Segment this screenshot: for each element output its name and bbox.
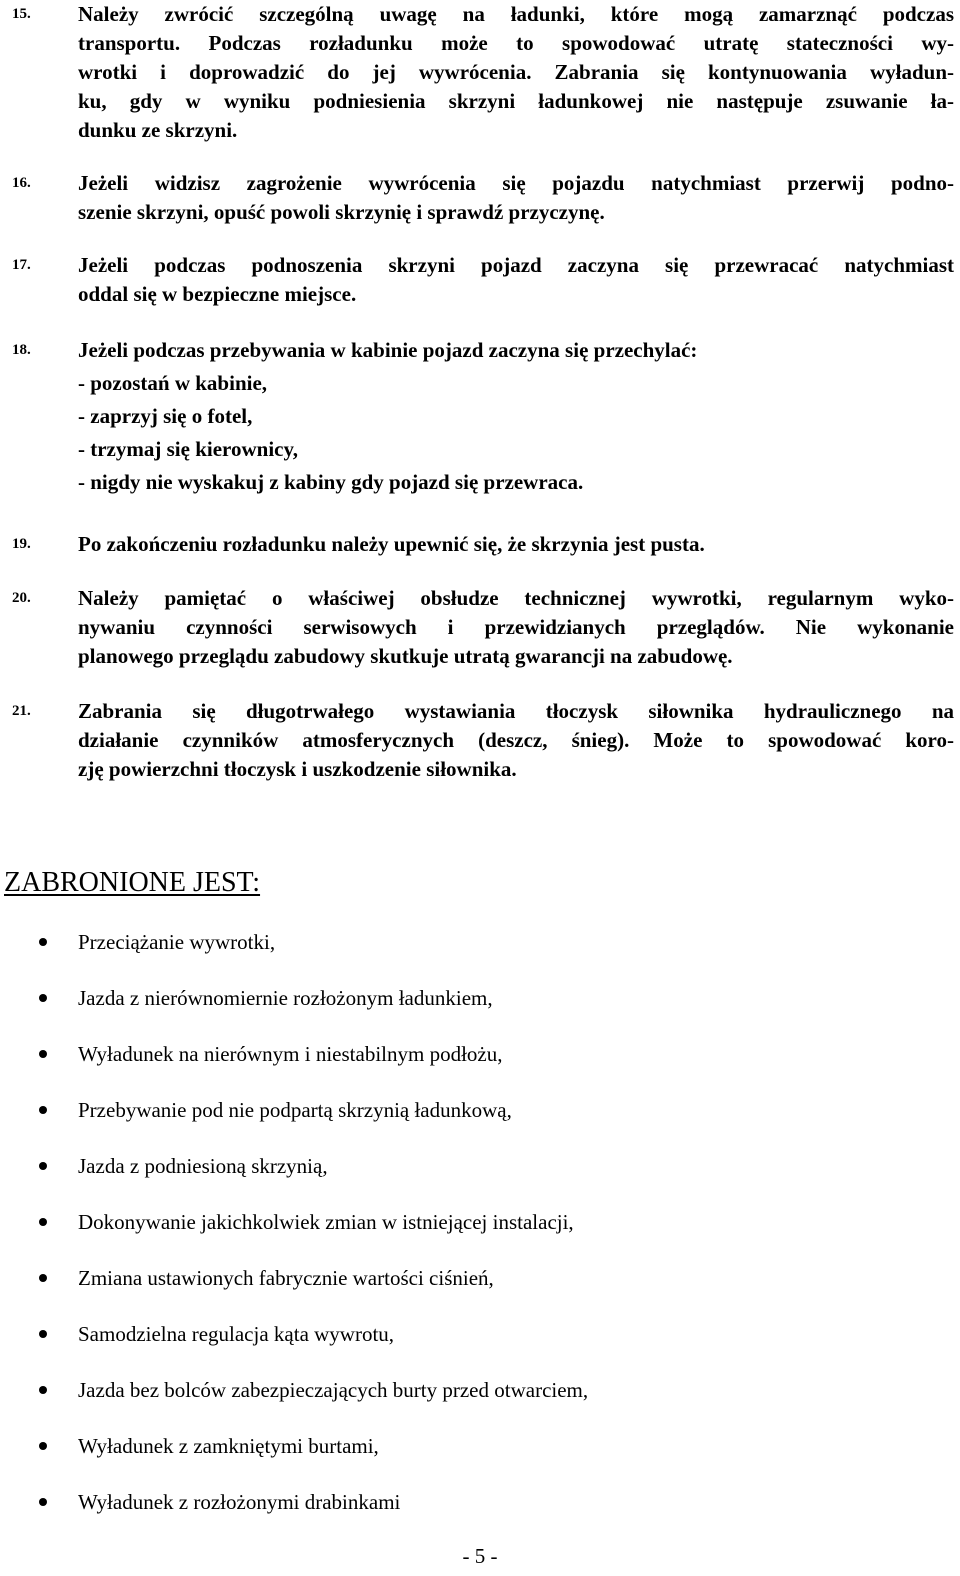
list-item-text: Zmiana ustawionych fabrycznie wartości ciśnień, (78, 1266, 494, 1290)
bullet-icon (39, 938, 47, 946)
bullet-icon (39, 1162, 47, 1170)
list-item (0, 1264, 960, 1320)
bullet-icon (39, 1498, 47, 1506)
item-line: Jeżeli widzisz zagrożenie wywrócenia się pojazdu natychmiast przerwij podno- (78, 171, 954, 195)
list-item (0, 1432, 960, 1488)
item-line: planowego przeglądu zabudowy skutkuje utratą gwarancji na zabudowę. (78, 644, 733, 668)
list-item (0, 1488, 960, 1544)
item-line: Jeżeli podczas podnoszenia skrzyni pojazd zaczyna się przewracać natychmiast (78, 253, 954, 277)
list-item-text: Jazda z podniesioną skrzynią, (78, 1154, 328, 1178)
item-subitem: - nigdy nie wyskakuj z kabiny gdy pojazd się przewraca. (78, 470, 584, 494)
bullet-icon (39, 994, 47, 1002)
item-number: 15. (12, 6, 31, 22)
item-number: 17. (12, 257, 31, 273)
list-item-text: Wyładunek z zamkniętymi burtami, (78, 1434, 379, 1458)
item-line: zję powierzchni tłoczysk i uszkodzenie siłownika. (78, 757, 517, 781)
bullet-icon (39, 1050, 47, 1058)
item-number: 18. (12, 342, 31, 358)
bullet-icon (39, 1330, 47, 1338)
instruction-item-21 (12, 697, 954, 784)
instruction-item-20 (12, 584, 954, 671)
bullet-icon (39, 1106, 47, 1114)
list-item (0, 1152, 960, 1208)
item-subitem: - zaprzyj się o fotel, (78, 404, 253, 428)
item-line: dunku ze skrzyni. (78, 118, 238, 142)
list-item (0, 1040, 960, 1096)
list-item (0, 984, 960, 1040)
item-line: Zabrania się długotrwałego wystawiania tłoczysk siłownika hydraulicznego na (78, 699, 954, 723)
instruction-item-16 (12, 169, 954, 227)
prohibited-heading: ZABRONIONE JEST: (4, 867, 261, 898)
item-line: oddal się w bezpieczne miejsce. (78, 282, 357, 306)
list-item-text: Przeciążanie wywrotki, (78, 930, 276, 954)
item-line: Jeżeli podczas przebywania w kabinie pojazd zaczyna się przechylać: (78, 338, 698, 362)
page-number: - 5 - (462, 1544, 498, 1568)
bullet-icon (39, 1386, 47, 1394)
bullet-icon (39, 1442, 47, 1450)
list-item-text: Wyładunek na nierównym i niestabilnym podłożu, (78, 1042, 503, 1066)
list-item-text: Jazda bez bolców zabezpieczających burty przed otwarciem, (78, 1378, 589, 1402)
item-line: wrotki i doprowadzić do jej wywrócenia. Zabrania się kontynuowania wyładun- (78, 60, 954, 84)
item-number: 20. (12, 590, 31, 606)
list-item-text: Jazda z nierównomiernie rozłożonym ładunkiem, (78, 986, 493, 1010)
list-item (0, 1376, 960, 1432)
list-item (0, 928, 960, 984)
item-line: działanie czynników atmosferycznych (deszcz, śnieg). Może to spowodować koro- (78, 728, 954, 752)
list-item-text: Przebywanie pod nie podpartą skrzynią ładunkową, (78, 1098, 512, 1122)
item-subitem: - pozostań w kabinie, (78, 371, 268, 395)
instruction-item-17 (12, 251, 954, 309)
item-number: 21. (12, 703, 31, 719)
item-line: Należy zwrócić szczególną uwagę na ładunki, które mogą zamarznąć podczas (78, 2, 954, 26)
list-item-text: Dokonywanie jakichkolwiek zmian w istniejącej instalacji, (78, 1210, 574, 1234)
list-item (0, 1320, 960, 1376)
item-number: 16. (12, 175, 31, 191)
item-line: Po zakończeniu rozładunku należy upewnić się, że skrzynia jest pusta. (78, 532, 705, 556)
item-subitem: - trzymaj się kierownicy, (78, 437, 299, 461)
bullet-icon (39, 1274, 47, 1282)
list-item (0, 1096, 960, 1152)
item-line: transportu. Podczas rozładunku może to spowodować utratę stateczności wy- (78, 31, 954, 55)
instruction-item-19 (12, 530, 954, 559)
item-line: Należy pamiętać o właściwej obsłudze technicznej wywrotki, regularnym wyko- (78, 586, 954, 610)
item-line: ku, gdy w wyniku podniesienia skrzyni ładunkowej nie następuje zsuwanie ła- (78, 89, 954, 113)
item-line: nywaniu czynności serwisowych i przewidzianych przeglądów. Nie wykonanie (78, 615, 954, 639)
list-item-text: Samodzielna regulacja kąta wywrotu, (78, 1322, 395, 1346)
instruction-item-18 (12, 334, 954, 499)
list-item (0, 1208, 960, 1264)
list-item-text: Wyładunek z rozłożonymi drabinkami (78, 1490, 401, 1514)
item-number: 19. (12, 536, 31, 552)
instruction-item-15 (12, 0, 954, 145)
item-line: szenie skrzyni, opuść powoli skrzynię i sprawdź przyczynę. (78, 200, 605, 224)
bullet-icon (39, 1218, 47, 1226)
prohibited-list (0, 928, 960, 1544)
